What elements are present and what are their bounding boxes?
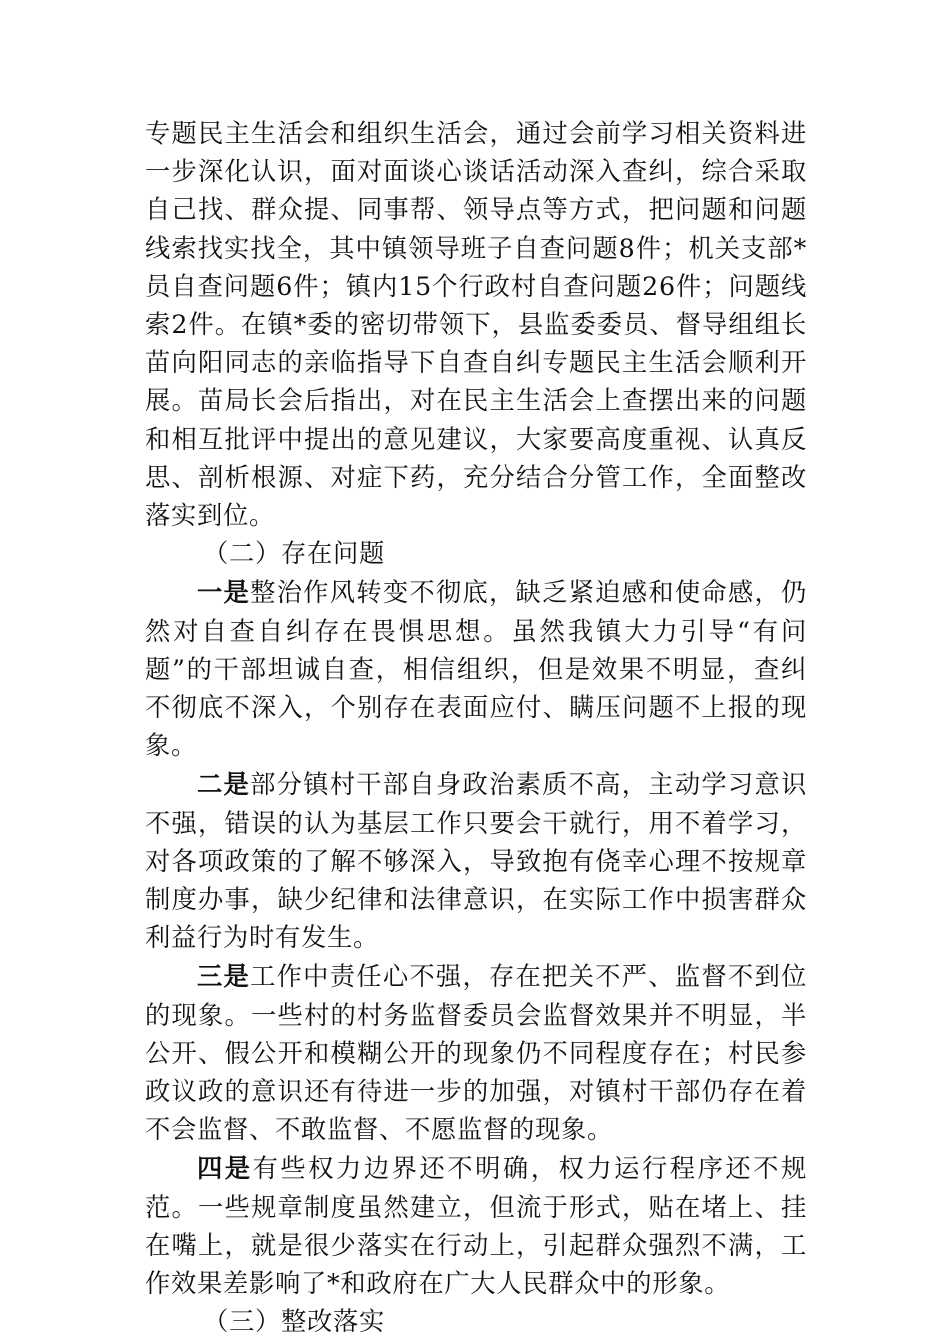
intro-paragraph: 专题民主生活会和组织生活会，通过会前学习相关资料进一步深化认识，面对面谈心谈话活动深入查纠，综合采取自己找、群众提、同事帮、领导点等方式，把问题和问题线索找实找全，其中镇领导班子自查问题8件；机关支部*员自查问题6件；镇内15个行政村自查问题26件；问题线索2件。在镇*委的密切带领下，县监委委员、督导组组长苗向阳同志的亲临指导下自查自纠专题民主生活会顺利开展。苗局长会后指出，对在民主生活会上查摆出来的问题和相互批评中提出的意见建议，大家要高度重视、认真反思、剖析根源、对症下药，充分结合分管工作，全面整改落实到位。 bbox=[145, 119, 807, 531]
problem-text-2: 部分镇村干部自身政治素质不高，主动学习意识不强，错误的认为基层工作只要会干就行，用不着学习，对各项政策的了解不够深入，导致抱有侥幸心理不按规章制度办事，缺少纪律和法律意识，在实际工作中损害群众利益行为时有发生。 bbox=[145, 770, 807, 953]
problem-text-4: 有些权力边界还不明确，权力运行程序还不规范。一些规章制度虽然建立，但流于形式，贴在堵上、挂在嘴上，就是很少落实在行动上，引起群众强烈不满，工作效果差影响了*和政府在广大人民群众中的形象。 bbox=[145, 1154, 807, 1299]
problem-text-3: 工作中责任心不强，存在把关不严、监督不到位的现象。一些村的村务监督委员会监督效果并不明显，半公开、假公开和模糊公开的现象仍不同程度存在；村民参政议政的意识还有待进一步的加强，对镇村干部仍存在着不会监督、不敢监督、不愿监督的现象。 bbox=[145, 962, 807, 1145]
problem-lead-1: 一是 bbox=[197, 577, 251, 608]
problem-lead-2: 二是 bbox=[197, 769, 251, 800]
problem-paragraph-2 bbox=[145, 765, 807, 957]
problem-paragraph-3 bbox=[145, 957, 807, 1149]
document-body bbox=[145, 115, 807, 1342]
section-heading-rectification: （三）整改落实 bbox=[203, 1307, 385, 1337]
problem-text-1: 整治作风转变不彻底，缺乏紧迫感和使命感，仍然对自查自纠存在畏惧思想。虽然我镇大力引导“有问题”的干部坦诚自查，相信组织，但是效果不明显，查纠不彻底不深入，个别存在表面应付、瞒压问题不上报的现象。 bbox=[145, 578, 807, 761]
problem-lead-4: 四是 bbox=[197, 1153, 253, 1184]
problem-paragraph-1 bbox=[145, 573, 807, 765]
problem-paragraph-4 bbox=[145, 1149, 807, 1303]
section-heading-problems: （二）存在问题 bbox=[203, 539, 385, 569]
problem-lead-3: 三是 bbox=[197, 961, 251, 992]
